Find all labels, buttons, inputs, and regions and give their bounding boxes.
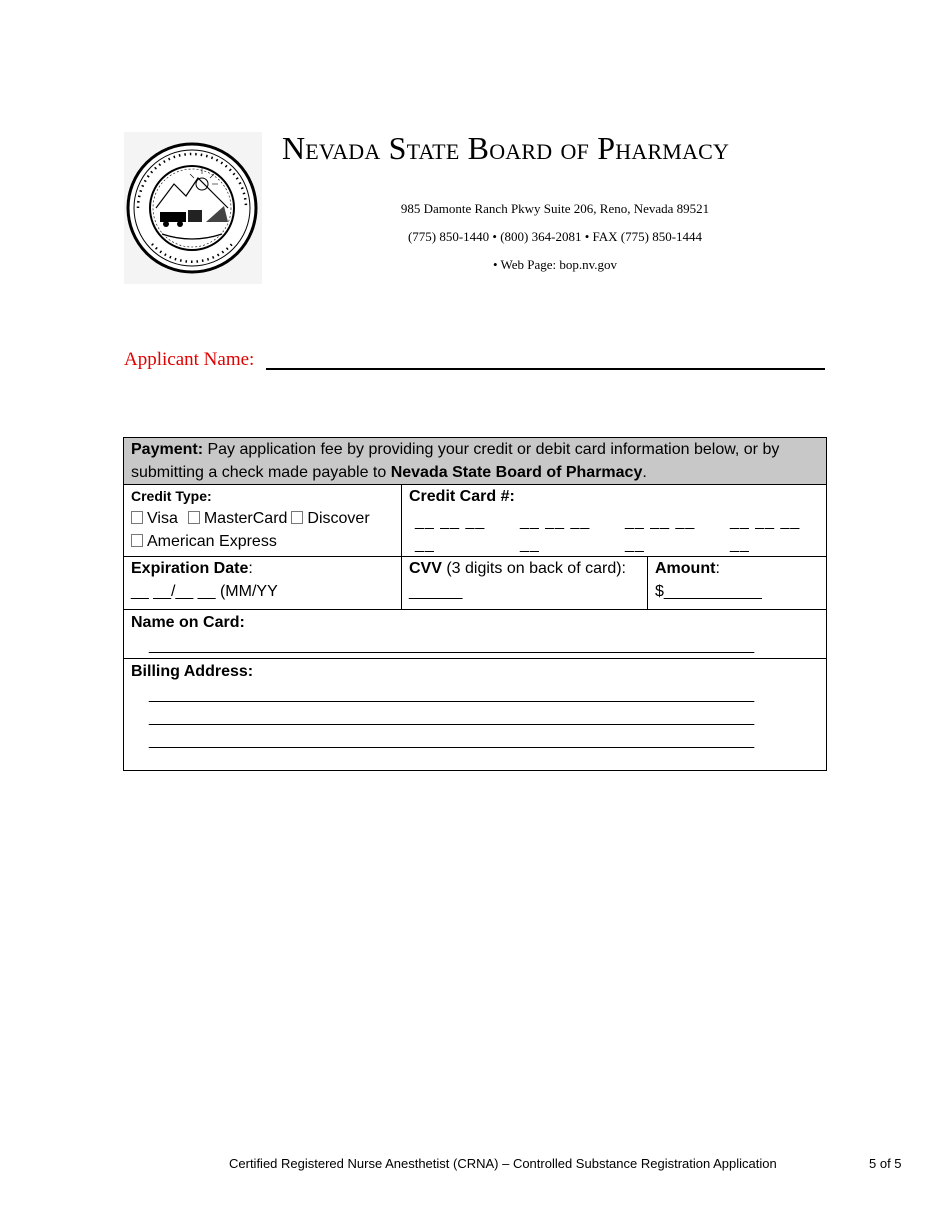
payment-header — [124, 438, 827, 485]
checkbox-icon[interactable] — [131, 534, 143, 547]
card-option-american-express[interactable] — [131, 530, 277, 553]
board-title: Nevada State Board of Pharmacy — [282, 130, 730, 166]
billing-address-cell — [124, 659, 827, 771]
payment-heading-end: . — [642, 464, 647, 481]
name-on-card-cell — [124, 610, 827, 659]
expiration-field[interactable]: __ __/__ __ (MM/YY — [131, 583, 278, 600]
card-digit-group: __ __ __ __ — [625, 513, 696, 553]
billing-address-line[interactable]: ____________________________________________________________________ — [149, 732, 755, 749]
cvv-field[interactable]: ______ — [409, 583, 463, 600]
payment-instructions: Pay application fee by providing your credit or debit card information below, or by submitting a check made payable to — [131, 441, 780, 481]
credit-type-label: Credit Type: — [131, 488, 212, 504]
payment-table — [123, 437, 827, 771]
payment-heading-label: Payment: — [131, 441, 204, 458]
name-on-card-label: Name on Card: — [131, 614, 245, 631]
credit-card-number-field[interactable] — [409, 510, 819, 556]
board-web-page: • Web Page: bop.nv.gov — [492, 257, 618, 272]
applicant-name-field[interactable] — [266, 368, 825, 370]
amount-field[interactable]: $___________ — [655, 583, 762, 600]
card-option-label: Discover — [307, 510, 370, 527]
credit-card-label: Credit Card #: — [409, 488, 515, 505]
name-on-card-field[interactable]: ____________________________________________________________________ — [149, 637, 755, 654]
payee-name: Nevada State Board of Pharmacy — [390, 464, 643, 481]
checkbox-icon[interactable] — [291, 511, 303, 524]
board-phones: (775) 850-1440 • (800) 364-2081 • FAX (775) 850-1444 — [407, 229, 703, 244]
amount-cell — [648, 557, 827, 610]
credit-card-number-cell — [402, 485, 827, 557]
cvv-hint: (3 digits on back of card): — [441, 560, 626, 577]
state-seal-logo — [124, 132, 262, 284]
card-digit-group: __ __ __ __ — [415, 513, 486, 553]
expiration-cell — [124, 557, 402, 610]
cvv-label: CVV — [409, 560, 442, 577]
checkbox-icon[interactable] — [188, 511, 200, 524]
amount-label: Amount — [655, 560, 716, 577]
footer-form-title: Certified Registered Nurse Anesthetist (CRNA) – Controlled Substance Registration Application — [229, 1156, 777, 1171]
card-option-mastercard[interactable] — [188, 507, 288, 530]
expiration-label: Expiration Date — [131, 560, 249, 577]
card-option-label: Visa — [147, 510, 178, 527]
expiration-colon: : — [248, 560, 253, 577]
credit-type-cell — [124, 485, 402, 557]
card-digit-group: __ __ __ __ — [730, 513, 801, 553]
board-address: 985 Damonte Ranch Pkwy Suite 206, Reno, Nevada 89521 — [400, 201, 710, 216]
cvv-cell — [402, 557, 648, 610]
billing-address-line[interactable]: ____________________________________________________________________ — [149, 686, 755, 703]
card-option-visa[interactable] — [131, 507, 178, 530]
billing-address-line[interactable]: ____________________________________________________________________ — [149, 709, 755, 726]
billing-address-label: Billing Address: — [131, 663, 254, 680]
card-digit-group: __ __ __ __ — [520, 513, 591, 553]
card-option-label: MasterCard — [203, 510, 288, 527]
footer-page-number: 5 of 5 — [869, 1156, 902, 1171]
card-option-discover[interactable] — [291, 507, 369, 530]
card-option-label: American Express — [147, 533, 277, 550]
applicant-name-label: Applicant Name: — [124, 349, 255, 370]
amount-colon: : — [715, 560, 720, 577]
checkbox-icon[interactable] — [131, 511, 143, 524]
